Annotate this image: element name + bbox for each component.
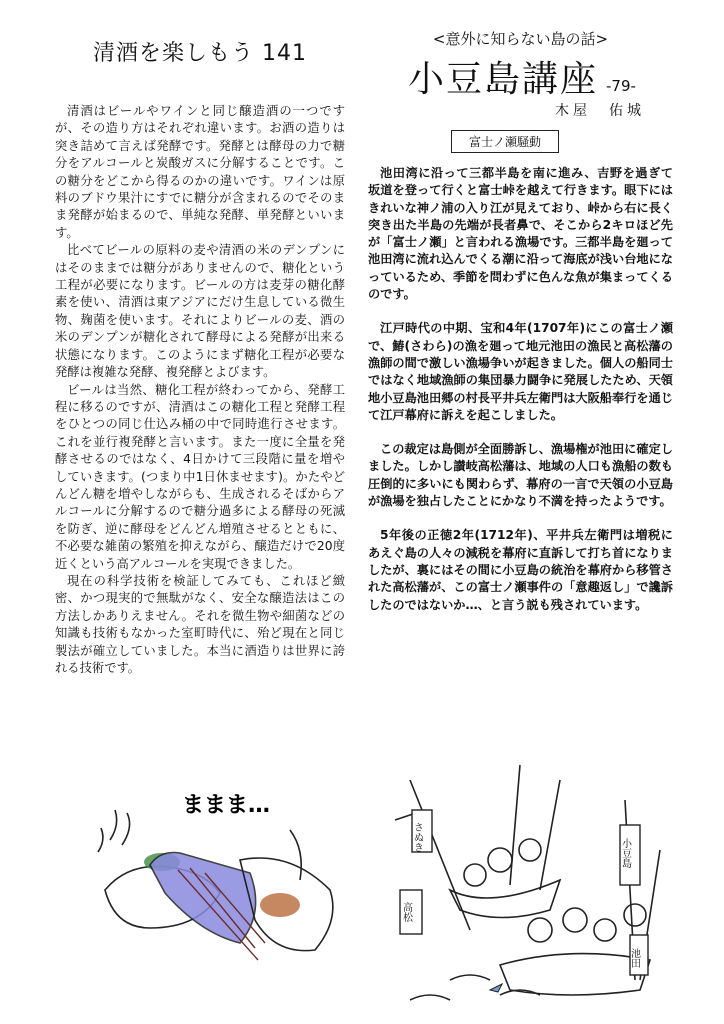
section-heading: 富士ノ瀬騒動 — [451, 130, 559, 153]
page-title-text: 小豆島講座 — [408, 59, 599, 100]
flag-shodoshima: 小豆島 — [619, 838, 631, 868]
right-paragraph-2: 江戸時代の中期、宝和4年(1707年)にこの富士ノ瀬で、鰆(さわら)の漁を廻って地元池田の漁民と高松藩の漁師の間で激しい漁場争いが起きました。個人の船同士ではなく地域漁師の集団暴力闘争に発展したため、天領地小豆島池田郷の村長平井兵左衛門は大阪船奉行を通じて江戸幕府に訴えを起こしました。 — [368, 321, 673, 422]
series-subtitle: <意外に知らない島の話> — [432, 30, 609, 48]
flag-sanuki: さぬき — [411, 822, 423, 852]
right-paragraph-4: 5年後の正徳2年(1712年)、平井兵左衛門は増税にあえぐ島の人々の減税を幕府に直訴して打ち首になりましたが、裏にはその間に小豆島の統治を幕府から移管された高松藩が、この富士ノ瀬事件の「意趣返し」で讒訴したのではないか…、と言う説も残されています。 — [368, 528, 673, 612]
flag-ikeda: 池田 — [628, 948, 640, 968]
left-column — [55, 28, 345, 677]
fishing-dispute-illustration — [390, 740, 690, 1010]
column-title: 清酒を楽しもう 141 — [93, 41, 307, 66]
right-paragraph-1: 池田湾に沿って三都半島を南に進み、吉野を過ぎて坂道を登って行くと富士峠を越えて行きます。眼下にはきれいな神ノ浦の入り江が見えており、峠から右に長く突き出た半島の先端が長者鼻で、そこから2キロほど先が「富士ノ瀬」と言われる漁場です。三都半島を廻って池田湾に流れ込んでくる潮に沿って海底が浅い台地になっているため、季節を問わずに色んな魚が集まってくるのです。 — [368, 166, 673, 302]
page-title — [408, 51, 673, 102]
right-column — [368, 28, 673, 614]
illustration-caption: ままま… — [182, 793, 271, 818]
left-paragraph-2: 比べてビールの原料の麦や清酒の米のデンプンにはそのままでは糖分がありませんので、糖化という工程が必要になります。ビールの方は麦芽の糖化酵素を使い、清酒は東アジアにだけ生息している微生物、麹菌を使います。それによりビールの麦、酒の米のデンプンが糖化されて酵母による発酵が出来る状態になります。このようにまず糖化工程が必要な発酵は複雑な発酵、複発酵とよびます。 — [55, 243, 345, 380]
flag-takamatsu: 高松 — [400, 902, 412, 922]
left-paragraph-3: ビールは当然、糖化工程が終わってから、発酵工程に移るのですが、清酒はこの糖化工程と発酵工程をひとつの同じ仕込み桶の中で同時進行させます。これを並行複発酵と言います。また一度に全量を発酵させるのではなく、4日かけて三段階に量を増やしていきます。(つまり中1日休ませます)。かたやどんどん糖を増やしながらも、生成されるそばからアルコールに分解するので糖分過多による酵母の死滅を防ぎ、逆に酵母をどんどん増殖させるとともに、不必要な雑菌の繁殖を抑えながら、醸造だけで20度近くという高アルコールを実現できました。 — [55, 382, 345, 571]
left-paragraph-4: 現在の科学技術を検証してみても、これほど緻密、かつ現実的で無駄がなく、安全な醸造法はこの方法しかありえません。それを微生物や細菌などの知識も技術もなかった室町時代に、殆ど現在と同じ製法が確立していました。本当に酒造りは世界に誇れる技術です。 — [55, 573, 345, 675]
issue-number: -79- — [606, 77, 636, 95]
sake-pouring-illustration — [90, 770, 350, 970]
right-paragraph-3: この裁定は島側が全面勝訴し、漁場権が池田に確定しました。しかし讃岐高松藩は、地域の人口も漁船の数も圧倒的に多いにも関わらず、幕府の一言で天領の小豆島が漁場を独占したことにかなり不満を持ったようです。 — [368, 442, 673, 509]
left-paragraph-1: 清酒はビールやワインと同じ醸造酒の一つですが、その造り方はそれぞれ違います。お酒の造りは突き詰めて言えば発酵です。発酵とは酵母の力で糖分をアルコールと炭酸ガスに分解することです。この糖分をどこから得るのかの違いです。ワインは原料のブドウ果汁にすでに糖分が含まれるのでそのまま発酵が始まるので、単純な発酵、単発酵といいます。 — [55, 104, 345, 240]
author: 木屋 佑城 — [555, 103, 645, 119]
